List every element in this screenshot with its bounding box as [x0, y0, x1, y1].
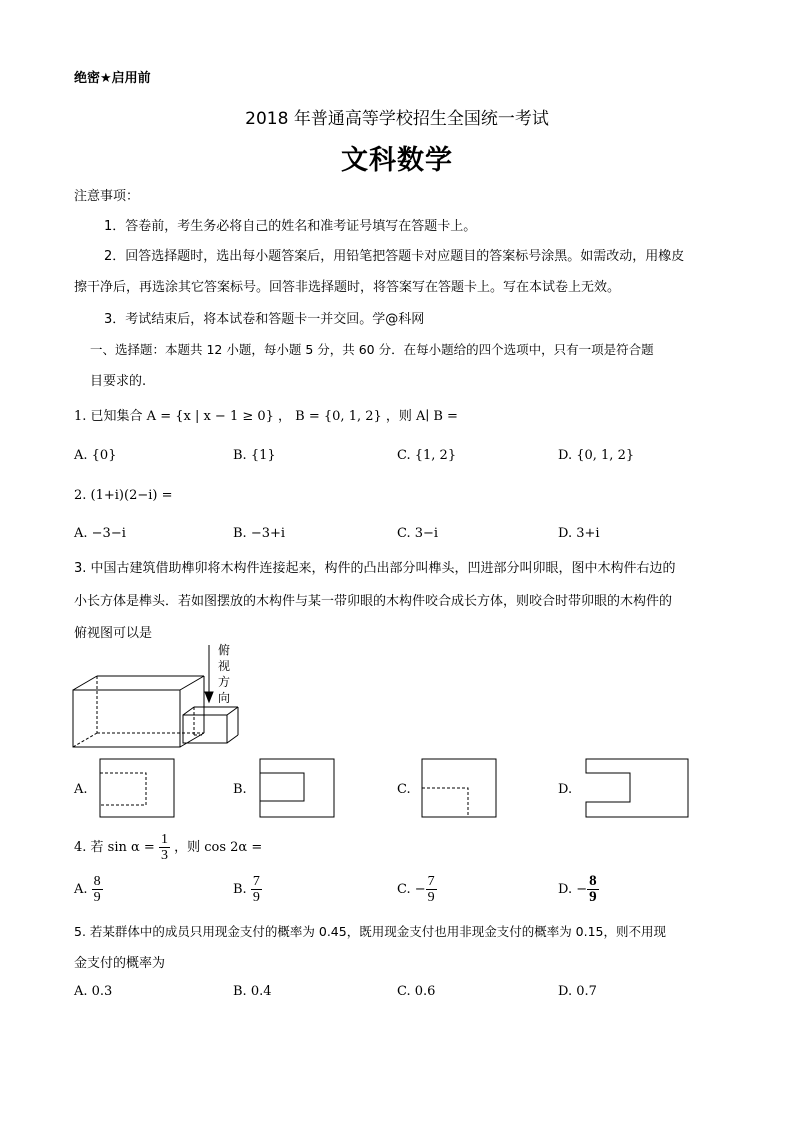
- q4-option-b: B. $\frac{7}{9}$: [233, 874, 260, 905]
- q3-option-c-figure: [420, 758, 498, 820]
- section-instruction: 一、选择题：本题共 12 小题，每小题 5 分，共 60 分．在每小题给的四个选项中，只有一项是符合题: [90, 342, 654, 357]
- note-item: 擦干净后，再选涂其它答案标号。回答非选择题时，将答案写在答题卡上。写在本试卷上无效。: [74, 280, 621, 295]
- q2-option-a: A. −3−i: [74, 526, 126, 541]
- notes-heading: 注意事项：: [74, 189, 140, 204]
- question-5-stem-cont: 金支付的概率为: [74, 956, 166, 971]
- q1-option-c: C. {1, 2}: [397, 448, 457, 463]
- confidential-label: 绝密★启用前: [74, 71, 151, 86]
- q4-option-a: A. $\frac{8}{9}$: [74, 874, 101, 905]
- question-3-stem-cont: 小长方体是榫头．若如图摆放的木构件与某一带卯眼的木构件咬合成长方体，则咬合时带卯眼的木构件的: [74, 594, 673, 609]
- q3-option-a-figure: [98, 758, 176, 820]
- question-2-stem: 2. (1+i)(2−i) =: [74, 488, 173, 503]
- q4-sin-fraction: $\frac{1}{3}$: [160, 832, 168, 863]
- big-box-front: [73, 690, 180, 747]
- mortise-tenon-figure: [70, 640, 270, 750]
- section-instruction-cont: 目要求的.: [90, 374, 147, 389]
- view-direction-label: 俯 视 方 向: [218, 643, 231, 705]
- q5-option-a: A. 0.3: [74, 984, 113, 999]
- q2-option-d: D. 3+i: [558, 526, 600, 541]
- q1-option-d: D. {0, 1, 2}: [558, 448, 635, 463]
- q1-option-a: A. {0}: [74, 448, 117, 463]
- question-4-stem: 4. 若 sin α = $\frac{1}{3}$ ，则 cos 2α =: [74, 832, 263, 863]
- question-3-stem-cont: 俯视图可以是: [74, 626, 153, 641]
- note-item: 1．答卷前，考生务必将自己的姓名和准考证号填写在答题卡上。: [104, 219, 477, 234]
- q3-option-b-figure: [258, 758, 336, 820]
- q2-option-c: C. 3−i: [397, 526, 439, 541]
- q5-option-d: D. 0.7: [558, 984, 597, 999]
- tenon-box-front: [183, 715, 227, 743]
- q3-option-c-label: C.: [397, 782, 411, 797]
- question-1-stem: 1. 已知集合 A = {x | x − 1 ≥ 0} ， B = {0, 1, 2} ，则 A∣ B =: [74, 409, 458, 424]
- q3-option-d-label: D.: [558, 782, 573, 797]
- q3-option-a-label: A.: [74, 782, 88, 797]
- subject-title: 文科数学: [341, 145, 453, 176]
- exam-title: 2018 年普通高等学校招生全国统一考试: [245, 109, 549, 129]
- note-item: 3．考试结束后，将本试卷和答题卡一并交回。学@科网: [104, 312, 425, 327]
- q2-option-b: B. −3+i: [233, 526, 286, 541]
- q1-option-b: B. {1}: [233, 448, 276, 463]
- q3-option-b-label: B.: [233, 782, 247, 797]
- note-item: 2．回答选择题时，选出每小题答案后，用铅笔把答题卡对应题目的答案标号涂黑。如需改动，用橡皮: [104, 249, 685, 264]
- question-3-stem: 3. 中国古建筑借助榫卯将木构件连接起来，构件的凸出部分叫榫头，凹进部分叫卯眼，图中木构件右边的: [74, 561, 676, 576]
- q4-option-d: D. − $\frac{8}{9}$: [558, 873, 597, 905]
- q5-option-c: C. 0.6: [397, 984, 436, 999]
- q4-option-c: C. − $\frac{7}{9}$: [397, 874, 435, 905]
- question-5-stem: 5. 若某群体中的成员只用现金支付的概率为 0.45，既用现金支付也用非现金支付的概率为 0.15，则不用现: [74, 924, 667, 939]
- q3-option-d-figure: [584, 758, 692, 820]
- q5-option-b: B. 0.4: [233, 984, 272, 999]
